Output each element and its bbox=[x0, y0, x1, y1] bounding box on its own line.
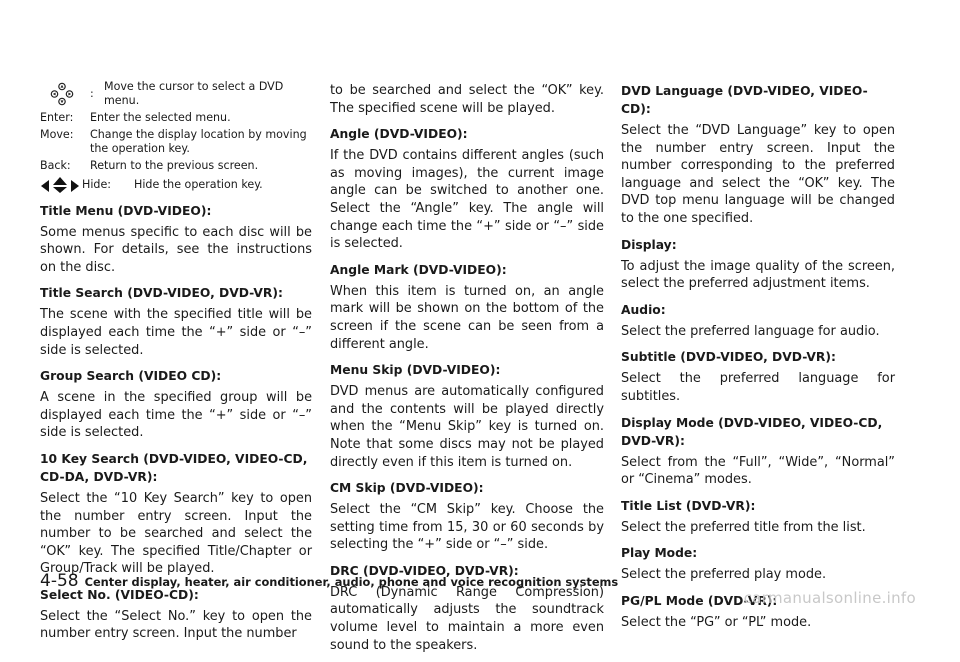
section-heading: 10 Key Search (DVD-VIDEO, VIDEO-CD, CD-DA, DVD-VR): bbox=[40, 451, 308, 484]
page-footer bbox=[40, 571, 618, 595]
section-heading: CM Skip (DVD-VIDEO): bbox=[330, 481, 484, 496]
section-heading: Play Mode: bbox=[621, 546, 698, 561]
arrows-icon bbox=[40, 177, 80, 193]
move-key-desc: Change the display location by moving the operation key. bbox=[90, 128, 307, 156]
section-body: Some menus specific to each disc will be shown. For details, see the instructions on the disc. bbox=[40, 224, 312, 275]
section-heading: Menu Skip (DVD-VIDEO): bbox=[330, 363, 501, 378]
cursor-key-desc: Move the cursor to select a DVD menu. bbox=[104, 80, 284, 108]
move-key-row bbox=[40, 128, 312, 156]
section-body: Select the preferred play mode. bbox=[621, 567, 827, 583]
section-heading: Group Search (VIDEO CD): bbox=[40, 369, 222, 384]
section-body: Select the “Select No.” key to open the number entry screen. Input the number bbox=[40, 608, 312, 642]
section-heading: Title List (DVD-VR): bbox=[621, 498, 756, 513]
page-number: 4-58 bbox=[40, 571, 79, 591]
operation-keys-list bbox=[40, 80, 312, 193]
section-heading: Audio: bbox=[621, 302, 666, 317]
move-key-label: Move: bbox=[40, 128, 74, 142]
section-heading: DRC (DVD-VIDEO, DVD-VR): bbox=[330, 563, 519, 578]
section-heading: Angle (DVD-VIDEO): bbox=[330, 127, 468, 142]
section-heading: Angle Mark (DVD-VIDEO): bbox=[330, 262, 507, 277]
section-heading: Subtitle (DVD-VIDEO, DVD-VR): bbox=[621, 350, 836, 365]
section-heading: Select No. (VIDEO-CD): bbox=[40, 587, 199, 602]
four-way-cursor-icon bbox=[40, 82, 90, 106]
hide-key-row bbox=[40, 177, 312, 193]
section-body: Select the “CM Skip” key. Choose the setting time from 15, 30 or 60 seconds by selecting the “+” side or “–” side. bbox=[330, 502, 604, 553]
running-title: Center display, heater, air conditioner, audio, phone and voice recognition systems bbox=[84, 575, 619, 589]
section-body: Select the “PG” or “PL” mode. bbox=[621, 614, 812, 630]
section-body: Select from the “Full”, “Wide”, “Normal” or “Cinema” modes. bbox=[621, 454, 895, 488]
cursor-key-row: : Move the cursor to select a DVD menu. bbox=[40, 80, 312, 108]
section-body: Select the “DVD Language” key to open the number entry screen. Input the number corresponding to the preferred language and select the “OK” key. The DVD top menu language will be changed to the one specified. bbox=[621, 123, 895, 226]
section-body: DRC (Dynamic Range Compression) automatically adjusts the soundtrack volume level to maintain a more even sound to the speakers. bbox=[330, 584, 604, 653]
back-key-row bbox=[40, 159, 312, 173]
section-body-continued: to be searched and select the “OK” key. The specified scene will be played. bbox=[330, 83, 604, 116]
column-3 bbox=[621, 82, 895, 640]
section-body: A scene in the specified group will be displayed each time the “+” side or “–” side is selected. bbox=[40, 390, 312, 441]
section-body: When this item is turned on, an angle mark will be shown on the bottom of the screen if the scene can be seen from a different angle. bbox=[330, 283, 604, 352]
section-heading: Title Search (DVD-VIDEO, DVD-VR): bbox=[40, 286, 283, 301]
section-body: Select the preferred title from the list. bbox=[621, 519, 866, 535]
enter-key-row bbox=[40, 111, 312, 125]
watermark: carmanualsonline.info bbox=[743, 589, 916, 607]
section-heading: Display Mode (DVD-VIDEO, VIDEO-CD, DVD-VR): bbox=[621, 415, 883, 448]
section-body: Select the “10 Key Search” key to open the number entry screen. Input the number to be searched and select the “OK” key. The specified Title/Chapter or Group/Track will be played. bbox=[40, 490, 312, 577]
back-key-label: Back: bbox=[40, 159, 71, 173]
enter-key-desc: Enter the selected menu. bbox=[90, 111, 231, 125]
column-1 bbox=[40, 0, 312, 643]
section-body: The scene with the specified title will be displayed each time the “+” side or “–” side is selected. bbox=[40, 307, 312, 358]
section-body: Select the preferred language for subtitles. bbox=[621, 371, 895, 404]
enter-key-label: Enter: bbox=[40, 111, 74, 125]
section-heading: PG/PL Mode (DVD-VR): bbox=[621, 593, 778, 608]
section-heading: Title Menu (DVD-VIDEO): bbox=[40, 203, 212, 218]
hide-key-desc: Hide the operation key. bbox=[134, 177, 263, 191]
section-heading: DVD Language (DVD-VIDEO, VIDEO-CD): bbox=[621, 84, 868, 116]
section-body: DVD menus are automatically configured and the contents will be played directly when the “Menu Skip” key is turned on. Note that some discs may not be played directly even if this item is turned on. bbox=[330, 384, 604, 470]
back-key-desc: Return to the previous screen. bbox=[90, 159, 259, 173]
section-body: If the DVD contains different angles (such as moving images), the current image angle can be switched to another one. Select the “Angle” key. The angle will change each time the “+” side or “–” side is selected. bbox=[330, 148, 604, 252]
section-heading: Display: bbox=[621, 237, 677, 252]
section-body: Select the preferred language for audio. bbox=[621, 323, 880, 339]
hide-key-label: Hide: bbox=[82, 177, 112, 191]
section-body: To adjust the image quality of the screen, select the preferred adjustment items. bbox=[621, 258, 895, 292]
